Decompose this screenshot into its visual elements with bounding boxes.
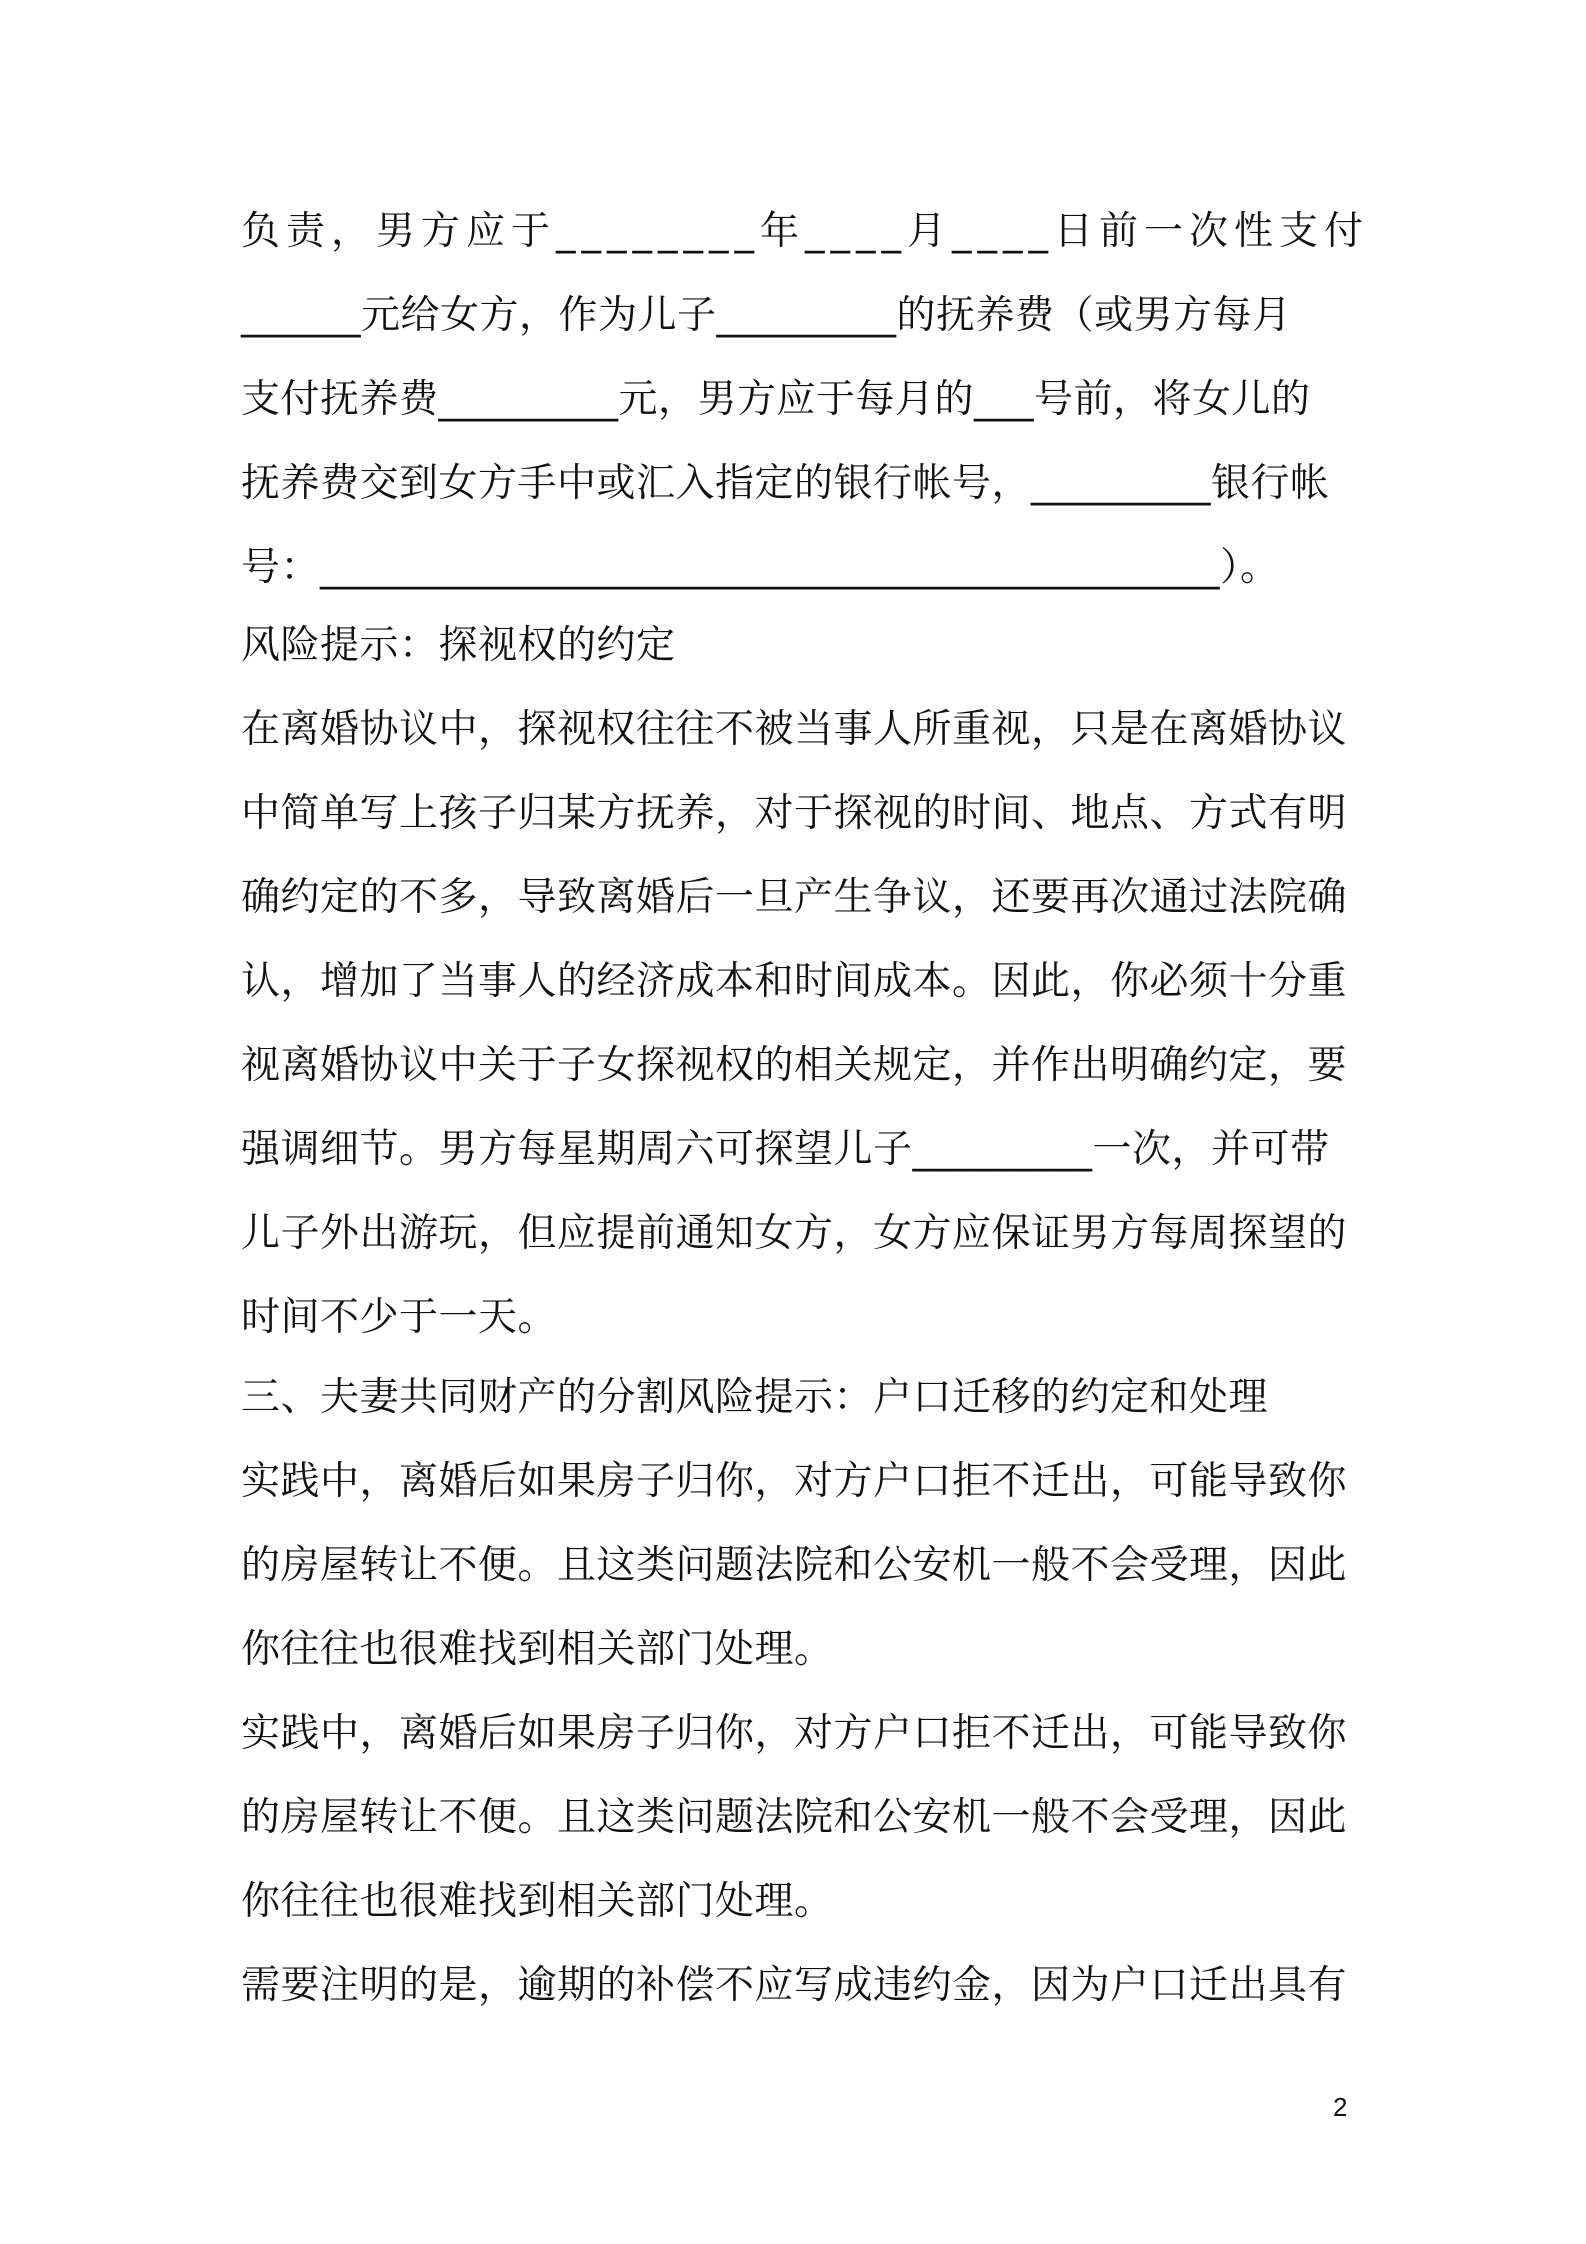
- text-line: 你往往也很难找到相关部门处理。: [241, 1879, 834, 1924]
- section-heading: 风险提示：探视权的约定: [241, 623, 676, 668]
- text-line: 实践中，离婚后如果房子归你，对方户口拒不迁出，可能导致你: [241, 1711, 1348, 1756]
- text-line: 号：_____________________________________________）。: [241, 545, 1280, 590]
- text-line: ______元给女方，作为儿子_________的抚养费（或男方每月: [241, 293, 1292, 338]
- text-line: 认，增加了当事人的经济成本和时间成本。因此，你必须十分重: [241, 959, 1348, 1004]
- text-line: 实践中，离婚后如果房子归你，对方户口拒不迁出，可能导致你: [241, 1459, 1348, 1504]
- text-line: 需要注明的是，逾期的补偿不应写成违约金，因为户口迁出具有: [241, 1963, 1348, 2008]
- text-line: 强调细节。男方每星期周六可探望儿子_________一次，并可带: [241, 1127, 1330, 1172]
- text-line: 确约定的不多，导致离婚后一旦产生争议，还要再次通过法院确: [241, 875, 1348, 920]
- text-line: 儿子外出游玩，但应提前通知女方，女方应保证男方每周探望的: [241, 1211, 1348, 1256]
- section-heading: 三、夫妻共同财产的分割风险提示：户口迁移的约定和处理: [241, 1375, 1269, 1420]
- text-line: 负责，男方应于________年____月____日前一次性支付: [241, 209, 1370, 254]
- text-line: 你往往也很难找到相关部门处理。: [241, 1627, 834, 1672]
- text-line: 抚养费交到女方手中或汇入指定的银行帐号，_________银行帐: [241, 461, 1330, 506]
- text-line: 的房屋转让不便。且这类问题法院和公安机一般不会受理，因此: [241, 1795, 1348, 1840]
- text-line: 在离婚协议中，探视权往往不被当事人所重视，只是在离婚协议: [241, 707, 1348, 752]
- text-line: 支付抚养费_________元，男方应于每月的___号前，将女儿的: [241, 377, 1311, 422]
- text-line: 视离婚协议中关于子女探视权的相关规定，并作出明确约定，要: [241, 1043, 1348, 1088]
- text-line: 中简单写上孩子归某方抚养，对于探视的时间、地点、方式有明: [241, 791, 1348, 836]
- text-line: 的房屋转让不便。且这类问题法院和公安机一般不会受理，因此: [241, 1543, 1348, 1588]
- text-line: 时间不少于一天。: [241, 1295, 558, 1340]
- page-number: 2: [1333, 2092, 1348, 2122]
